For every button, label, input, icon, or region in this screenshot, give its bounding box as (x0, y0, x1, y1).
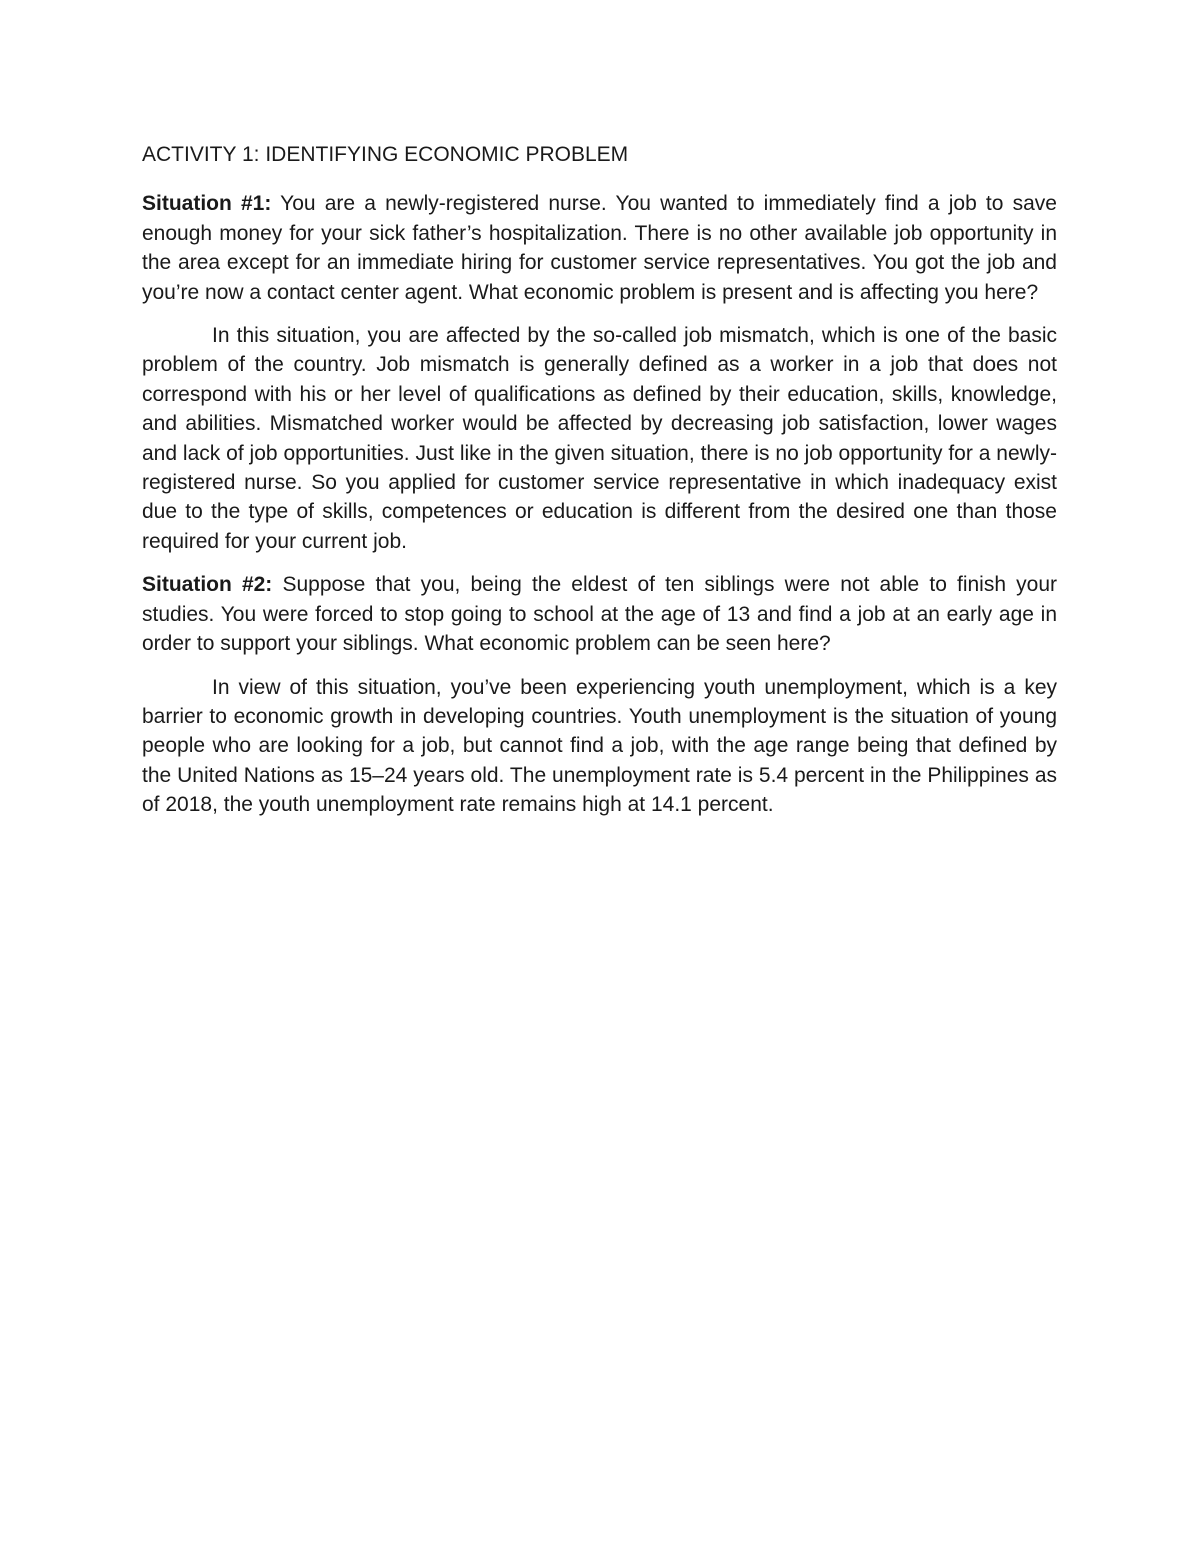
document-page (142, 140, 1057, 834)
situation-2-answer: In view of this situation, you’ve been experiencing youth unemployment, which is a key barrier to economic growth in developing countries. Youth unemployment is the situation of young people who are looking for a job, but cannot find a job, with the age range being that defined by the United Nations as 15–24 years old. The unemployment rate is 5.4 percent in the Philippines as of 2018, the youth unemployment rate remains high at 14.1 percent. (142, 675, 1057, 817)
situation-2-question-text: Suppose that you, being the eldest of ten siblings were not able to finish your studies. You were forced to stop going to school at the age of 13 and find a job at an early age in order to support your siblings. What economic problem can be seen here? (142, 573, 1058, 656)
situation-2-label: Situation #2: (142, 573, 273, 597)
situation-1-label: Situation #1: (142, 192, 272, 216)
situation-1-question (142, 189, 1057, 307)
document-title: ACTIVITY 1: IDENTIFYING ECONOMIC PROBLEM (142, 143, 629, 166)
situation-1-answer: In this situation, you are affected by the so-called job mismatch, which is one of the basic problem of the country. Job mismatch is generally defined as a worker in a job that does not correspond with his or her level of qualifications as defined by their education, skills, knowledge, and abilities. Mismatched worker would be affected by decreasing job satisfaction, lower wages and lack of job opportunities. Just like in the given situation, there is no job opportunity for a newly-registered nurse. So you applied for customer service representative in which inadequacy exist due to the type of skills, competences or education is different from the desired one than those required for your current job. (142, 324, 1057, 553)
situation-1-question-text: You are a newly-registered nurse. You wanted to immediately find a job to save enough money for your sick father’s hospitalization. There is no other available job opportunity in the area except for an immediate hiring for customer service representatives. You got the job and you’re now a contact center agent. What economic problem is present and is affecting you here? (142, 192, 1057, 304)
situation-2-question (142, 570, 1057, 658)
